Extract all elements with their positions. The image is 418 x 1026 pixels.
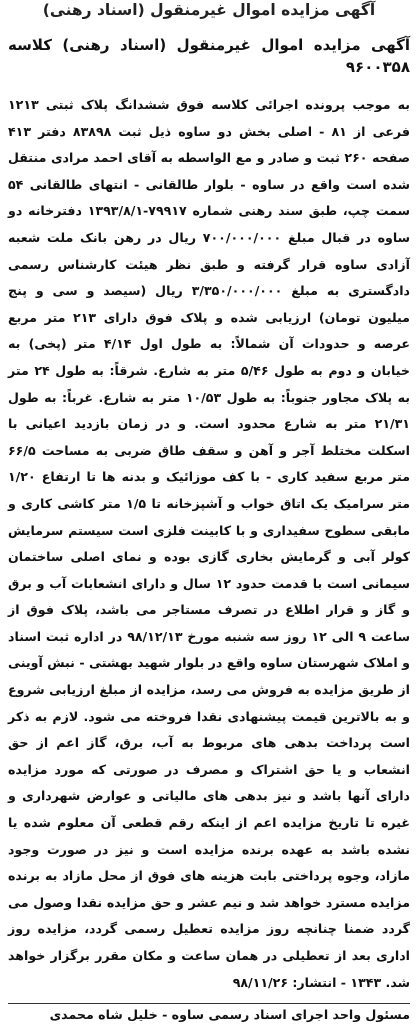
notice-signature: مسئول واحد اجرای اسناد رسمی ساوه - خلیل شاه محمدی: [8, 1003, 410, 1026]
notice-subtitle: آگهی مزایده اموال غیرمنقول (اسناد رهنی) کلاسه ۹۶۰۰۳۵۸: [8, 36, 410, 76]
notice-body: به موجب پرونده اجرائی کلاسه فوق ششدانگ پلاک ثبتی ۱۲۱۳ فرعی از ۸۱ - اصلی بخش دو ساوه ذیل ثبت ۸۳۸۹۸ دفتر ۴۱۳ صفحه ۲۶۰ ثبت و صادر و مع الواسطه به آقای احمد مرادی منتقل شده است واقع در ساوه - بلوار طالقانی - انتهای طالقانی ۵۴ سمت چپ، طبق سند رهنی شماره ۷۹۹۱۷-۱۳۹۳/۸/۱ دفترخانه دو ساوه در قبال مبلغ ۷۰۰/۰۰۰/۰۰۰ ریال در رهن بانک ملت شعبه آزادی ساوه قرار گرفته و طبق نظر هیئت کارشناس رسمی دادگستری به مبلغ ۳/۳۵۰/۰۰۰/۰۰۰ ریال (سیصد و سی و پنج میلیون تومان) ارزیابی شده و پلاک فوق دارای ۲۱۳ متر مربع عرصه و حدودات آن شمالاً: به طول اول ۴/۱۴ متر (پخی) به خیابان و دوم به طول ۵/۴۶ متر به شارع. شرقاً: به طول ۲۴ متر به پلاک مجاور جنوباً: به طول ۱۰/۵۳ متر به شارع. غرباً: به طول ۲۱/۳۱ متر به شارع محدود است. و در زمان بازدید اعیانی با اسکلت مختلط آجر و آهن و سقف طاق ضربی به مساحت ۶۶/۵ متر مربع سفید کاری - با کف موزائیک و بدنه ها تا ارتفاع ۱/۲۰ متر سرامیک یک اتاق خواب و آشپزخانه تا ۱/۵ متر کاشی کاری و مابقی سطوح سفیداری و با کابینت فلزی است سیستم سرمایش کولر آبی و گرمایش بخاری گازی بوده و نمای اصلی ساختمان سیمانی است با قدمت حدود ۱۲ سال و دارای انشعابات آب و برق و گاز و قرار اطلاع در تصرف مستاجر می باشد، پلاک فوق از ساعت ۹ الی ۱۲ روز سه شنبه مورخ ۹۸/۱۲/۱۳ در اداره ثبت اسناد و املاک شهرستان ساوه واقع در بلوار شهید بهشتی - نبش آوینی از طریق مزایده به فروش می رسد، مزایده از مبلغ ارزیابی شروع و به بالاترین قیمت پیشنهادی نقدا فروخته می شود. لازم به ذکر است پرداخت بدهی های مربوط به آب، برق، گاز اعم از حق انشعاب و یا حق اشتراک و مصرف در صورتی که مورد مزایده دارای آنها باشد و نیز بدهی های مالیاتی و عوارض شهرداری و غیره تا تاریخ مزایده اعم از اینکه رقم قطعی آن معلوم شده یا نشده باشد به عهده برنده مزایده است و نیز در صورت وجود مازاد، وجوه پرداختی بابت هزینه های فوق از محل مازاد به برنده مزایده مسترد خواهد شد و نیم عشر و حق مزایده نقدا وصول می گردد ضمنا چنانچه روز مزایده تعطیل رسمی گردد، مزایده روز اداری بعد از تعطیلی در همان ساعت و مکان مقرر برگزار خواهد شد. ۱۳۴۳ - انتشار: ۹۸/۱۱/۲۶: [8, 97, 411, 990]
notice-title: آگهی مزایده اموال غیرمنقول (اسناد رهنی): [42, 1, 376, 19]
